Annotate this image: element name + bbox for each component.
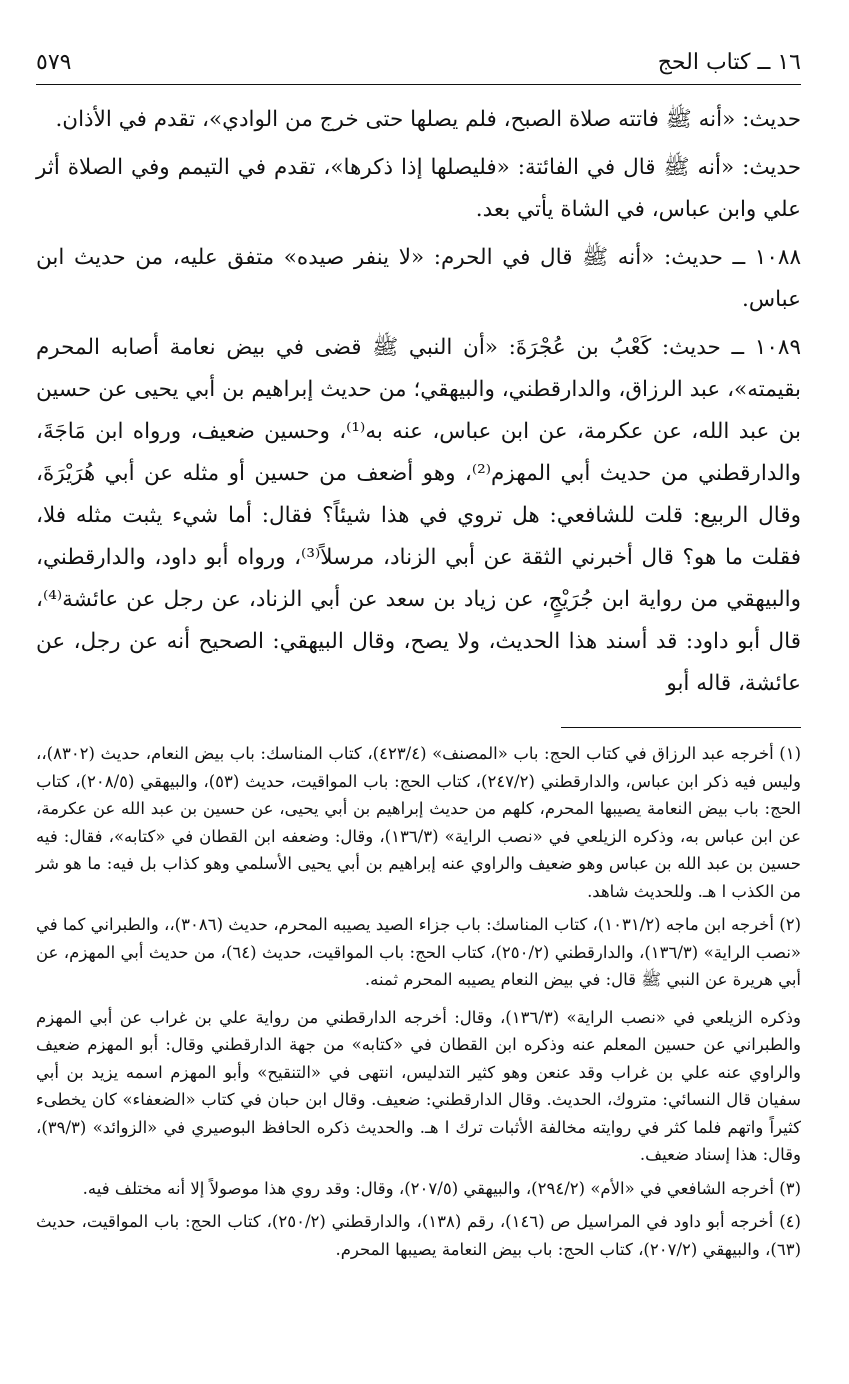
main-text xyxy=(36,99,801,705)
book-title: ١٦ ــ كتاب الحج xyxy=(657,50,801,75)
footnote: (٣) أخرجه الشافعي في «الأم» (٢٩٤/٢)، والبيهقي (٢٠٧/٥)، وقال: وقد روي هذا موصولاً إلا أنه مختلف فيه. xyxy=(82,1178,801,1198)
footnote: (١) أخرجه عبد الرزاق في كتاب الحج: باب «المصنف» (٤٢٣/٤)، كتاب المناسك: باب بيض النعام، حديث (٨٣٠٢)،، وليس فيه ذكر ابن عباس، والدارقطني (٢٤٧/٢)، كتاب الحج: باب المواقيت، حديث (٥٣)، والبيهقي (٢٠٨/٥)، كتاب الحج: باب بيض النعامة يصيبها المحرم، كلهم من حديث إبراهيم بن أبي يحيى، عن حسين بن عبد الله عن عكرمة، عن ابن عباس به، وذكره الزيلعي في «نصب الراية» (١٣٦/٣)، وقال: وضعفه ابن القطان في «كتابه»، فقال: فيه حسين بن عبد الله بن عباس وهو ضعيف والراوي عنه إبراهيم بن أبي يحيى الأسلمي وهو كذاب بل فيه: ما هو شر من الكذب ا هـ. وللحديث شاهد. xyxy=(36,744,802,901)
footnote-divider xyxy=(561,727,801,728)
paragraph: ١٠٨٨ ــ حديث: «أنه ﷺ قال في الحرم: «لا ينفر صيده» متفق عليه، من حديث ابن عباس. xyxy=(36,245,801,312)
running-header xyxy=(36,48,801,85)
page-number: ٥٧٩ xyxy=(36,50,72,75)
footnote-continuation: وذكره الزيلعي في «نصب الراية» (١٣٦/٣)، وقال: أخرجه الدارقطني من رواية علي بن غراب عن أبي المهزم والطبراني عن حسين المعلم عنه وذكره ابن القطان في «كتابه» من جهة الدارقطني وقال: أبو المهزم ضعيف والراوي عنه علي بن غراب وقد عنعن وهو كثير التدليس، انتهى في «التنقيح» وأبو المهزم اسمه يزيد بن أبي سفيان قال النسائي: متروك، الحديث. وقال الدارقطني: ضعيف. وقال ابن حبان في كتاب «الضعفاء» كان يخطىء كثيراً واتهم فلما كثر في روايته مخالفة الأثبات ترك ا هـ. والحديث ذكره الحافظ البوصيري في «الزوائد» (٣٩/٣)، وقال: هذا إسناد ضعيف. xyxy=(36,1007,801,1164)
footnotes xyxy=(36,740,801,1263)
footnote: (٢) أخرجه ابن ماجه (١٠٣١/٢)، كتاب المناسك: باب جزاء الصيد يصيبه المحرم، حديث (٣٠٨٦)،، والطبراني كما في «نصب الراية» (١٣٦/٣)، والدارقطني (٢٥٠/٢)، كتاب الحج: باب المواقيت، حديث (٦٤)، من حديث أبي المهزم، عن أبي هريرة عن النبي ﷺ قال: في بيض النعام يصيبه المحرم ثمنه. xyxy=(36,915,802,989)
paragraph: حديث: «أنه ﷺ قال في الفائتة: «فليصلها إذا ذكرها»، تقدم في التيمم وفي الصلاة أثر علي وابن عباس، في الشاة يأتي بعد. xyxy=(36,155,801,222)
paragraph: حديث: «أنه ﷺ فاتته صلاة الصبح، فلم يصلها حتى خرج من الوادي»، تقدم في الأذان. xyxy=(55,107,801,132)
paragraph: ١٠٨٩ ــ حديث: كَعْبُ بن عُجْرَةَ: «أن النبي ﷺ قضى في بيض نعامة أصابه المحرم بقيمته»، عبد الرزاق، والدارقطني، والبيهقي؛ من حديث إبراهيم بن أبي يحيى عن حسين بن عبد الله، عن عكرمة، عن ابن عباس، عنه به⁽¹⁾، وحسين ضعيف، ورواه ابن مَاجَةَ، والدارقطني من حديث أبي المهزم⁽²⁾، وهو أضعف من حسين أو مثله عن أبي هُرَيْرَةَ، وقال الربيع: قلت للشافعي: هل تروي في هذا شيئاً؟ فقال: أما شيء يثبت مثله فلا، فقلت ما هو؟ قال أخبرني الثقة عن أبي الزناد، مرسلاً⁽³⁾، ورواه أبو داود، والدارقطني، والبيهقي من رواية ابن جُرَيْجٍ، عن زياد بن سعد عن أبي الزناد، عن رجل عن عائشة⁽⁴⁾، قال أبو داود: قد أسند هذا الحديث، ولا يصح، وقال البيهقي: الصحيح أنه عن رجل، عن عائشة، قاله أبو xyxy=(36,335,802,696)
footnote: (٤) أخرجه أبو داود في المراسيل ص (١٤٦)، رقم (١٣٨)، والدارقطني (٢٥٠/٢)، كتاب الحج: باب المواقيت، حديث (٦٣)، والبيهقي (٢٠٧/٢)، كتاب الحج: باب بيض النعامة يصيبها المحرم. xyxy=(36,1212,801,1259)
